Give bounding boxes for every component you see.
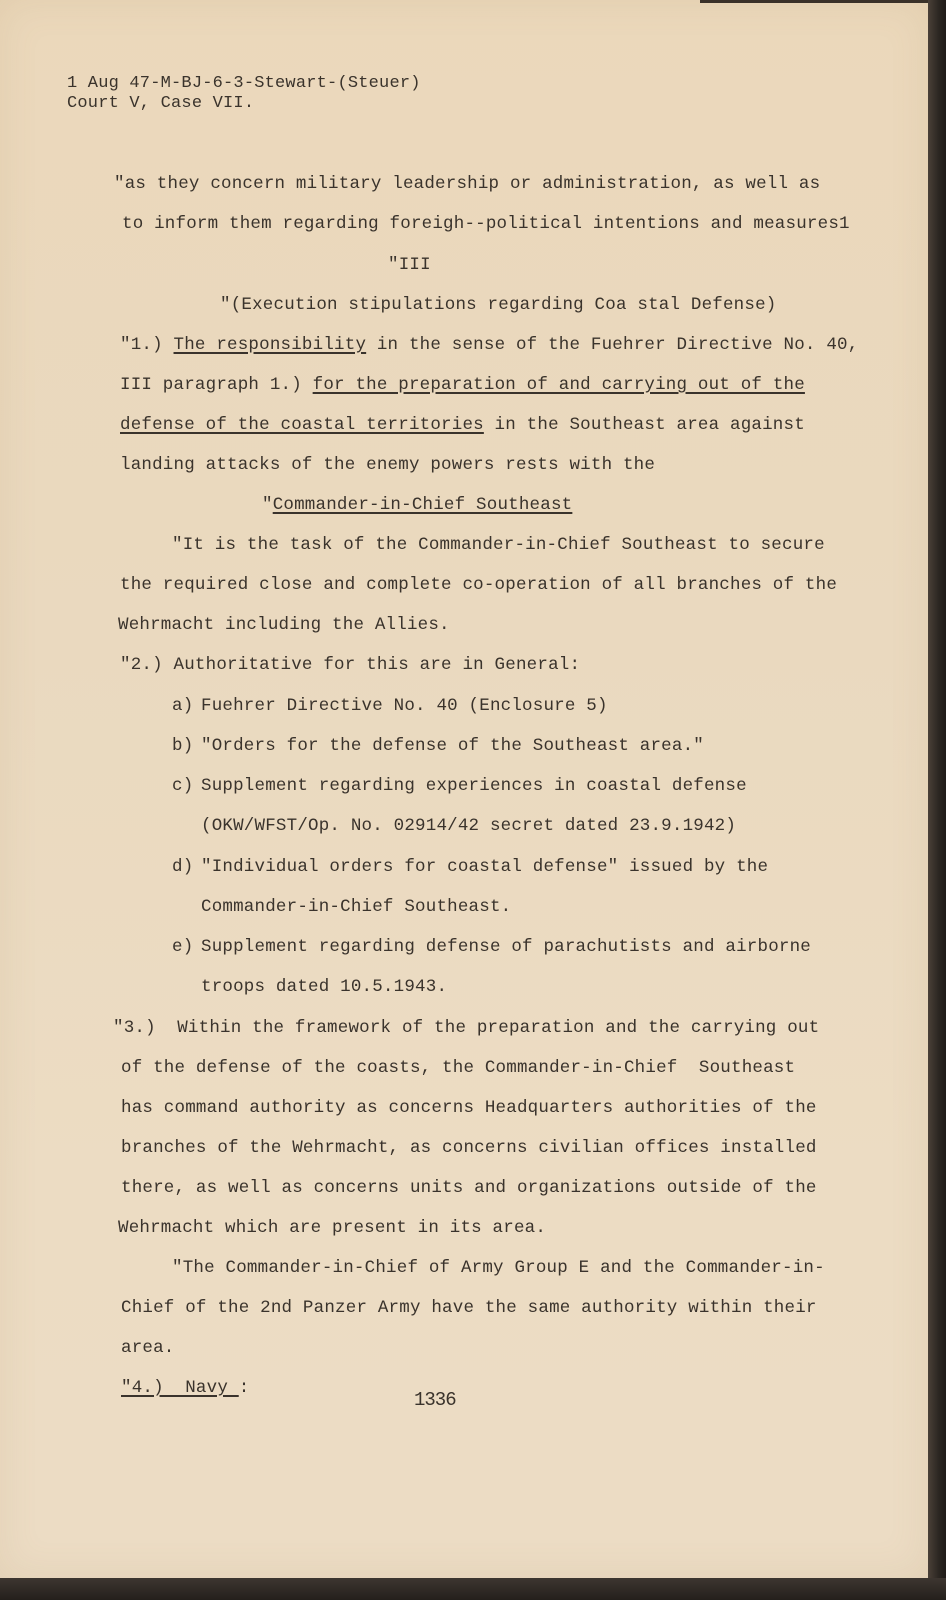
scan-edge-top xyxy=(700,0,946,3)
paragraph-3-line: Wehrmacht which are present in its area. xyxy=(118,1218,547,1238)
commander-heading xyxy=(262,495,572,515)
paragraph-line: Chief of the 2nd Panzer Army have the same authority within their xyxy=(121,1298,817,1318)
paragraph-3-line: of the defense of the coasts, the Commander-in-Chief Southeast xyxy=(121,1058,796,1078)
list-item-text: troops dated 10.5.1943. xyxy=(201,977,448,997)
court-line: Court V, Case VII. xyxy=(67,94,255,113)
paragraph-line: "The Commander-in-Chief of Army Group E and the Commander-in- xyxy=(172,1258,825,1278)
list-item-text: (OKW/WFST/Op. No. 02914/42 secret dated 23.9.1942) xyxy=(201,816,737,836)
text-run: : xyxy=(238,1378,250,1398)
underlined-phrase: defense of the coastal territories xyxy=(120,415,484,435)
paragraph-3-line: branches of the Wehrmacht, as concerns civilian offices installed xyxy=(121,1138,817,1158)
list-item-label: a) xyxy=(172,696,194,716)
paragraph-line: Wehrmacht including the Allies. xyxy=(118,615,450,635)
text-run: in the sense of the Fuehrer Directive No. 40, xyxy=(366,335,859,355)
paragraph-1-line xyxy=(120,335,858,355)
intro-line: to inform them regarding foreigh--political intentions and measures1 xyxy=(122,214,850,234)
list-item-text: Fuehrer Directive No. 40 (Enclosure 5) xyxy=(201,696,608,716)
underlined-phrase: for the preparation of and carrying out of the xyxy=(312,375,805,395)
paragraph-4-heading xyxy=(121,1378,249,1398)
text-run: " xyxy=(262,495,273,515)
scan-edge-right xyxy=(928,0,946,1600)
list-item-text: Commander-in-Chief Southeast. xyxy=(201,897,512,917)
page-number: 1336 xyxy=(414,1389,456,1411)
list-item-label: b) xyxy=(172,736,194,756)
scan-edge-bottom xyxy=(0,1578,946,1600)
paragraph-3-line: there, as well as concerns units and organizations outside of the xyxy=(121,1178,817,1198)
paragraph-line: area. xyxy=(121,1338,175,1358)
list-item-label: c) xyxy=(172,776,194,796)
paragraph-3-line: has command authority as concerns Headquarters authorities of the xyxy=(121,1098,817,1118)
text-run: III paragraph 1.) xyxy=(120,375,313,395)
paragraph-line: the required close and complete co-operation of all branches of the xyxy=(120,575,838,595)
list-item-text: Supplement regarding defense of parachutists and airborne xyxy=(201,937,811,957)
paragraph-2-intro: "2.) Authoritative for this are in General: xyxy=(120,655,581,675)
list-item-text: Supplement regarding experiences in coastal defense xyxy=(201,776,747,796)
text-run: in the Southeast area against xyxy=(483,415,805,435)
paragraph-number: "1.) xyxy=(120,335,163,355)
paragraph-1-line xyxy=(120,415,805,435)
underlined-phrase: The responsibility xyxy=(173,335,367,355)
list-item-text: "Orders for the defense of the Southeast area." xyxy=(201,736,704,756)
paragraph-3-line: "3.) Within the framework of the preparation and the carrying out xyxy=(113,1018,820,1038)
reference-line: 1 Aug 47-M-BJ-6-3-Stewart-(Steuer) xyxy=(67,74,421,93)
underlined-phrase: "4.) Navy xyxy=(121,1378,239,1398)
section-subheading: "(Execution stipulations regarding Coa stal Defense) xyxy=(220,295,777,315)
section-heading: "III xyxy=(388,255,431,275)
paragraph-1-line xyxy=(120,375,805,395)
paragraph-line: "It is the task of the Commander-in-Chief Southeast to secure xyxy=(172,535,825,555)
list-item-label: d) xyxy=(172,857,194,877)
paragraph-1-line: landing attacks of the enemy powers rests with the xyxy=(120,455,656,475)
underlined-phrase: Commander-in-Chief Southeast xyxy=(272,495,573,515)
intro-line: "as they concern military leadership or administration, as well as xyxy=(114,174,821,194)
list-item-label: e) xyxy=(172,937,194,957)
list-item-text: "Individual orders for coastal defense" issued by the xyxy=(201,857,769,877)
